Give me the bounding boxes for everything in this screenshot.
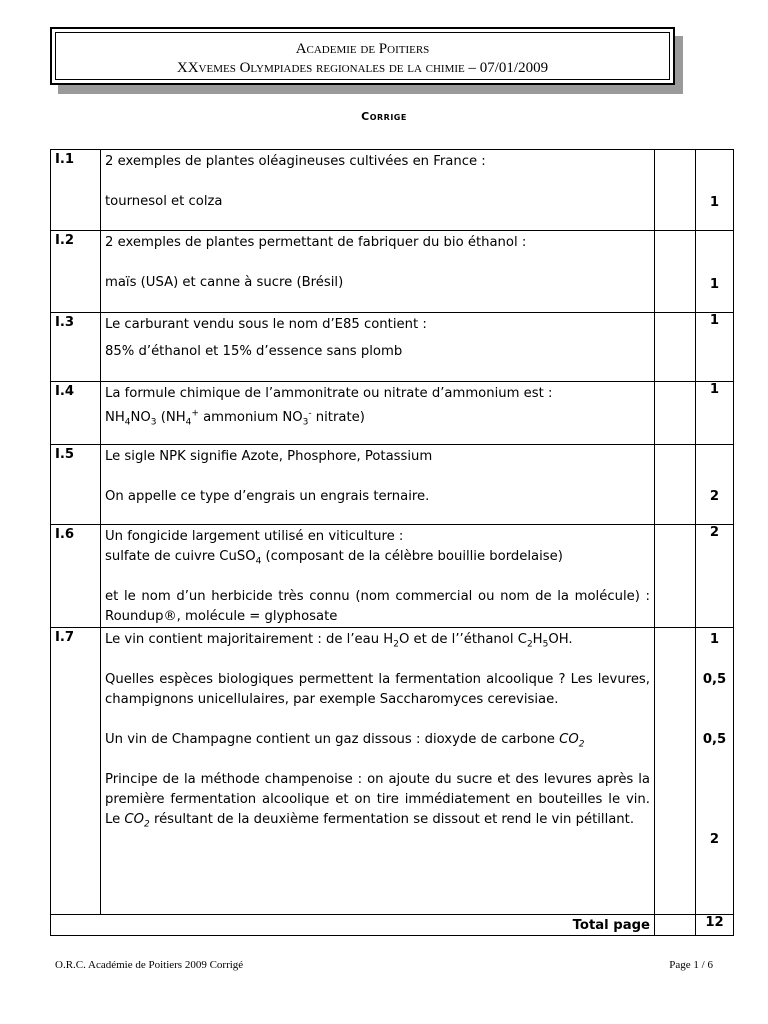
question-number: I.3 (51, 313, 101, 382)
answer-text (101, 628, 655, 915)
blank-line (105, 710, 650, 730)
answer-text (101, 231, 655, 313)
answer-line: maïs (USA) et canne à sucre (Brésil) (105, 275, 344, 290)
empty-cell (655, 231, 696, 313)
blank-line (105, 750, 650, 770)
points-value: 2 (709, 525, 720, 540)
points-value: 1 (709, 382, 720, 397)
answer-line: sulfate de cuivre CuSO$_4$ (composant de la célèbre bouillie bordelaise) (105, 549, 563, 567)
answer-line: 85% d’éthanol et 15% d’essence sans plomb (105, 344, 403, 359)
total-row (51, 915, 734, 936)
answer-line: et le nom d’un herbicide très connu (nom commercial ou nom de la molécule) : Roundup®, molécule = glyphosate (105, 589, 650, 624)
answer-table (50, 149, 734, 936)
answer-line: La formule chimique de l’ammonitrate ou nitrate d’ammonium est : (105, 386, 553, 401)
header-inner-frame (55, 32, 670, 80)
points-cell (696, 150, 734, 231)
question-number: I.4 (51, 382, 101, 445)
empty-cell (655, 915, 696, 936)
points-value: 1 (709, 632, 720, 647)
empty-cell (655, 382, 696, 445)
points-value: 0,5 (702, 672, 727, 687)
table-row (51, 313, 734, 382)
answer-text (101, 313, 655, 382)
question-number: I.6 (51, 525, 101, 628)
answer-line: Principe de la méthode champenoise : on ajoute du sucre et des levures après la première fermentation alcoolique et on tire immédiatement en bouteilles le vin. Le $CO_2$ résultant de la deuxième fermentation se dissout et rend le vin pétillant. (105, 772, 650, 830)
empty-cell (655, 628, 696, 915)
table-row (51, 628, 734, 915)
points-cell (696, 313, 734, 382)
points-cell (696, 525, 734, 628)
blank-line (105, 253, 650, 273)
blank-line (105, 650, 650, 670)
answer-text (101, 382, 655, 445)
table-row (51, 445, 734, 525)
question-number: I.2 (51, 231, 101, 313)
answer-text (101, 150, 655, 231)
answer-line: 2 exemples de plantes permettant de fabriquer du bio éthanol : (105, 235, 527, 250)
answer-line: Un fongicide largement utilisé en viticulture : (105, 529, 404, 544)
table-row (51, 525, 734, 628)
points-value: 1 (709, 313, 720, 328)
answer-line: Le vin contient majoritairement : de l’eau $H_2O$ et de l’’éthanol $C_2H_5OH$. (105, 632, 573, 650)
question-number: I.5 (51, 445, 101, 525)
total-value: 12 (696, 915, 734, 936)
answer-line: On appelle ce type d’engrais un engrais ternaire. (105, 489, 430, 504)
total-label: Total page (51, 915, 655, 936)
header-academy: Academie de Poitiers (295, 41, 430, 57)
table-row (51, 231, 734, 313)
answer-line: Quelles espèces biologiques permettent la fermentation alcoolique ? Les levures, champignons unicellulaires, par exemple Saccharomyces cerevisiae. (105, 672, 650, 707)
answer-line: Le carburant vendu sous le nom d’E85 contient : (105, 317, 427, 332)
empty-cell (655, 525, 696, 628)
points-value: 1 (709, 195, 720, 210)
table-row (51, 382, 734, 445)
points-cell (696, 382, 734, 445)
formula-line: $NH_4NO_3$ ($NH_4^+$ ammonium $NO_3^-$ nitrate) (105, 408, 365, 428)
header-olympiad: XXvemes Olympiades regionales de la chimie – 07/01/2009 (176, 60, 549, 76)
table-row (51, 150, 734, 231)
points-value: 1 (709, 277, 720, 292)
answer-line: Le sigle NPK signifie Azote, Phosphore, Potassium (105, 449, 433, 464)
points-value: 2 (709, 832, 720, 847)
question-number: I.7 (51, 628, 101, 915)
answer-line: 2 exemples de plantes oléagineuses cultivées en France : (105, 154, 486, 169)
page-title: Corrige (361, 110, 407, 123)
answer-text (101, 445, 655, 525)
blank-line (105, 567, 650, 587)
points-value: 0,5 (702, 732, 727, 747)
empty-cell (655, 150, 696, 231)
answer-line: tournesol et colza (105, 194, 223, 209)
blank-line (105, 467, 650, 487)
footer-page-number: Page 1 / 6 (669, 959, 713, 971)
points-cell (696, 231, 734, 313)
empty-cell (655, 313, 696, 382)
points-cell (696, 628, 734, 915)
blank-line (105, 172, 650, 192)
question-number: I.1 (51, 150, 101, 231)
points-value: 2 (709, 489, 720, 504)
empty-cell (655, 445, 696, 525)
answer-text (101, 525, 655, 628)
answer-line: Un vin de Champagne contient un gaz dissous : dioxyde de carbone $CO_2$ (105, 732, 585, 750)
points-cell (696, 445, 734, 525)
footer-source: O.R.C. Académie de Poitiers 2009 Corrigé (55, 959, 244, 971)
document-header (50, 27, 675, 85)
